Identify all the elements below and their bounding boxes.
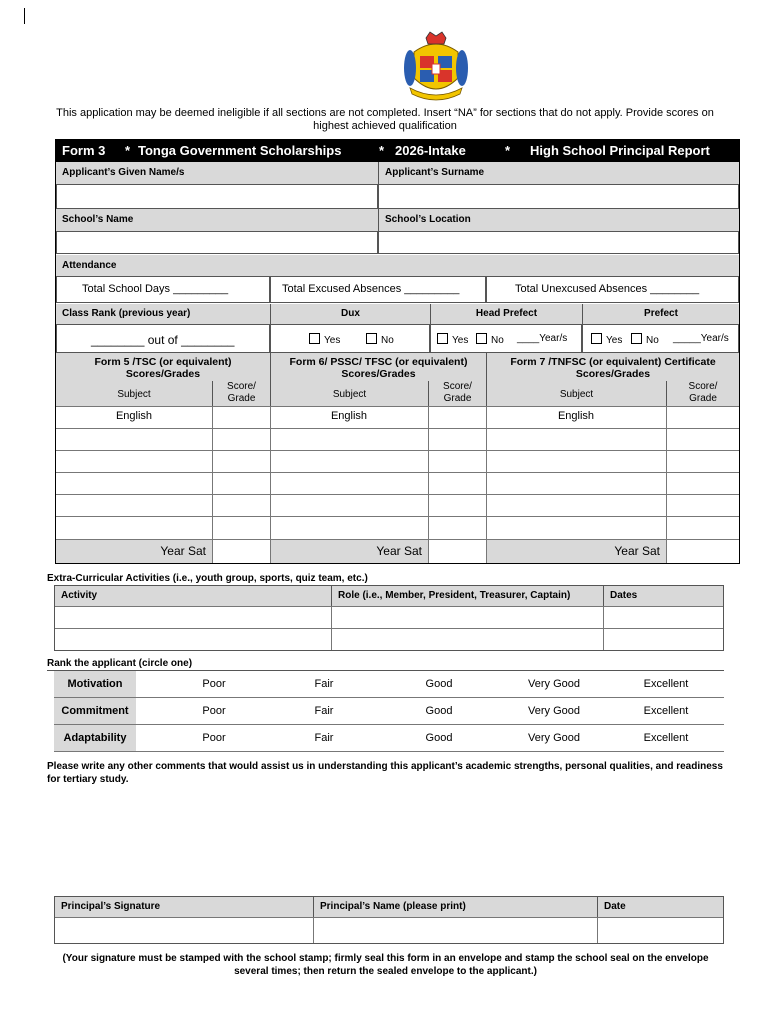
header-star-2: *	[379, 143, 385, 158]
form6-subject-header: Subject	[270, 381, 428, 406]
total-days-text: Total School Days _________	[82, 283, 229, 295]
form7-subject-header: Subject	[486, 381, 666, 406]
ranking-option[interactable]: Excellent	[643, 732, 689, 744]
class-rank-field[interactable]	[56, 324, 270, 353]
hp-no[interactable]	[476, 333, 504, 346]
ranking-row	[54, 671, 724, 698]
prefect-field	[582, 324, 739, 353]
form5-english: English	[115, 410, 153, 422]
hp-yes[interactable]	[437, 333, 468, 346]
form5-subject-header: Subject	[56, 381, 212, 406]
form6-score-header: Score/ Grade	[428, 381, 486, 406]
total-days-cell[interactable]	[56, 276, 270, 303]
ranking-option[interactable]: Excellent	[643, 705, 689, 717]
header-star-1: *	[125, 143, 131, 158]
ranking-option[interactable]: Very Good	[528, 705, 580, 717]
ranking-option[interactable]: Good	[425, 732, 453, 744]
out-of-text: ________ out of ________	[91, 333, 235, 347]
dux-yes-label: Yes	[324, 335, 341, 346]
excused-text: Total Excused Absences _________	[282, 283, 460, 295]
dux-field	[270, 324, 430, 353]
signature-label: Principal’s Signature	[55, 897, 313, 917]
excused-cell[interactable]	[270, 276, 486, 303]
tonga-coat-of-arms-icon	[400, 30, 472, 102]
extracurricular-title: Extra-Curricular Activities (i.e., youth group, sports, quiz team, etc.)	[47, 573, 368, 584]
dux-label: Dux	[270, 304, 430, 324]
dux-no-checkbox[interactable]	[366, 333, 377, 344]
dux-no-label: No	[381, 335, 394, 346]
school-location-label: School’s Location	[378, 209, 739, 231]
ranking-row	[54, 698, 724, 725]
comments-prompt: Please write any other comments that would assist us in understanding this applicant’s academic strengths, personal qualities, and readiness for tertiary study.	[47, 761, 723, 785]
intake-title: 2026-Intake	[395, 143, 466, 158]
form7-year-sat: Year Sat	[614, 544, 660, 558]
ranking-criterion-label: Adaptability	[54, 725, 136, 751]
hp-no-label: No	[491, 335, 504, 346]
form7-score-header: Score/ Grade	[666, 381, 739, 406]
text-cursor	[24, 8, 25, 24]
head-prefect-field	[430, 324, 582, 353]
form5-year-sat-cell	[56, 540, 212, 563]
principal-name-label: Principal’s Name (please print)	[313, 897, 597, 917]
dux-yes-checkbox[interactable]	[309, 333, 320, 344]
ranking-option[interactable]: Very Good	[528, 732, 580, 744]
ranking-option[interactable]: Fair	[314, 705, 334, 717]
form-number: Form 3	[62, 143, 106, 158]
prefect-label: Prefect	[582, 304, 739, 324]
school-location-field[interactable]	[378, 231, 739, 254]
dux-no[interactable]	[366, 333, 394, 346]
class-rank-label: Class Rank (previous year)	[56, 304, 270, 324]
program-title: Tonga Government Scholarships	[138, 143, 342, 158]
ranking-criterion-label: Motivation	[54, 671, 136, 697]
dux-yes[interactable]	[309, 333, 340, 346]
role-header: Role (i.e., Member, President, Treasurer, Captain)	[331, 586, 603, 606]
pf-years[interactable]: _____Year/s	[673, 333, 729, 344]
unexcused-text: Total Unexcused Absences ________	[515, 283, 700, 295]
hp-no-checkbox[interactable]	[476, 333, 487, 344]
head-prefect-label: Head Prefect	[430, 304, 582, 324]
pf-no-label: No	[646, 335, 659, 346]
pf-no-checkbox[interactable]	[631, 333, 642, 344]
ranking-table	[54, 671, 724, 751]
comments-area[interactable]	[47, 790, 727, 890]
hp-yes-label: Yes	[452, 335, 469, 346]
form6-title: Form 6/ PSSC/ TFSC (or equivalent) Scores/Grades	[270, 353, 486, 381]
ranking-option[interactable]: Fair	[314, 732, 334, 744]
school-name-field[interactable]	[56, 231, 378, 254]
signature-table	[54, 896, 724, 944]
ranking-option[interactable]: Very Good	[528, 678, 580, 690]
ranking-option[interactable]: Good	[425, 678, 453, 690]
date-label: Date	[597, 897, 723, 917]
hp-yes-checkbox[interactable]	[437, 333, 448, 344]
ranking-option[interactable]: Good	[425, 705, 453, 717]
form6-english: English	[330, 410, 368, 422]
report-title: High School Principal Report	[530, 143, 710, 158]
given-name-label: Applicant’s Given Name/s	[56, 162, 378, 184]
footer-instructions: (Your signature must be stamped with the school stamp; firmly seal this form in an envelope and stamp the school seal on the envelope several times; then return the sealed envelope to the applicant.)	[62, 953, 709, 977]
form7-year-sat-cell	[487, 540, 666, 563]
surname-label: Applicant’s Surname	[378, 162, 739, 184]
surname-field[interactable]	[378, 184, 739, 209]
activity-header: Activity	[55, 586, 331, 606]
pf-yes-checkbox[interactable]	[591, 333, 602, 344]
ranking-option[interactable]: Poor	[202, 705, 226, 717]
form6-year-sat: Year Sat	[376, 544, 422, 558]
hp-years[interactable]: ____Year/s	[517, 333, 568, 344]
pf-yes[interactable]	[591, 333, 622, 346]
given-name-field[interactable]	[56, 184, 378, 209]
extracurricular-table	[54, 585, 724, 651]
ranking-option[interactable]: Poor	[202, 732, 226, 744]
attendance-label: Attendance	[56, 255, 739, 276]
form5-year-sat: Year Sat	[160, 544, 206, 558]
intro-instructions: This application may be deemed ineligible if all sections are not completed. Insert “NA” for sections that do not apply. Provide scores on highest achieved qualification	[56, 107, 714, 132]
form5-title: Form 5 /TSC (or equivalent) Scores/Grades	[56, 353, 270, 381]
signature-field[interactable]	[55, 918, 313, 943]
unexcused-cell[interactable]	[486, 276, 739, 303]
ranking-criterion-label: Commitment	[54, 698, 136, 724]
ranking-option[interactable]: Fair	[314, 678, 334, 690]
school-name-label: School’s Name	[56, 209, 378, 231]
form7-english: English	[557, 410, 595, 422]
header-star-3: *	[505, 143, 511, 158]
form7-title: Form 7 /TNFSC (or equivalent) Certificate Scores/Grades	[486, 353, 739, 381]
form-header-bar	[56, 140, 739, 162]
form5-score-header: Score/ Grade	[212, 381, 270, 406]
principal-name-field[interactable]	[314, 918, 597, 943]
ranking-title: Rank the applicant (circle one)	[47, 658, 193, 669]
date-field[interactable]	[598, 918, 723, 943]
ranking-row	[54, 725, 724, 752]
pf-no[interactable]	[631, 333, 659, 346]
pf-yes-label: Yes	[606, 335, 623, 346]
dates-header: Dates	[603, 586, 723, 606]
form6-year-sat-cell	[271, 540, 428, 563]
ranking-option[interactable]: Excellent	[643, 678, 689, 690]
ranking-option[interactable]: Poor	[202, 678, 226, 690]
grades-section	[56, 353, 739, 563]
